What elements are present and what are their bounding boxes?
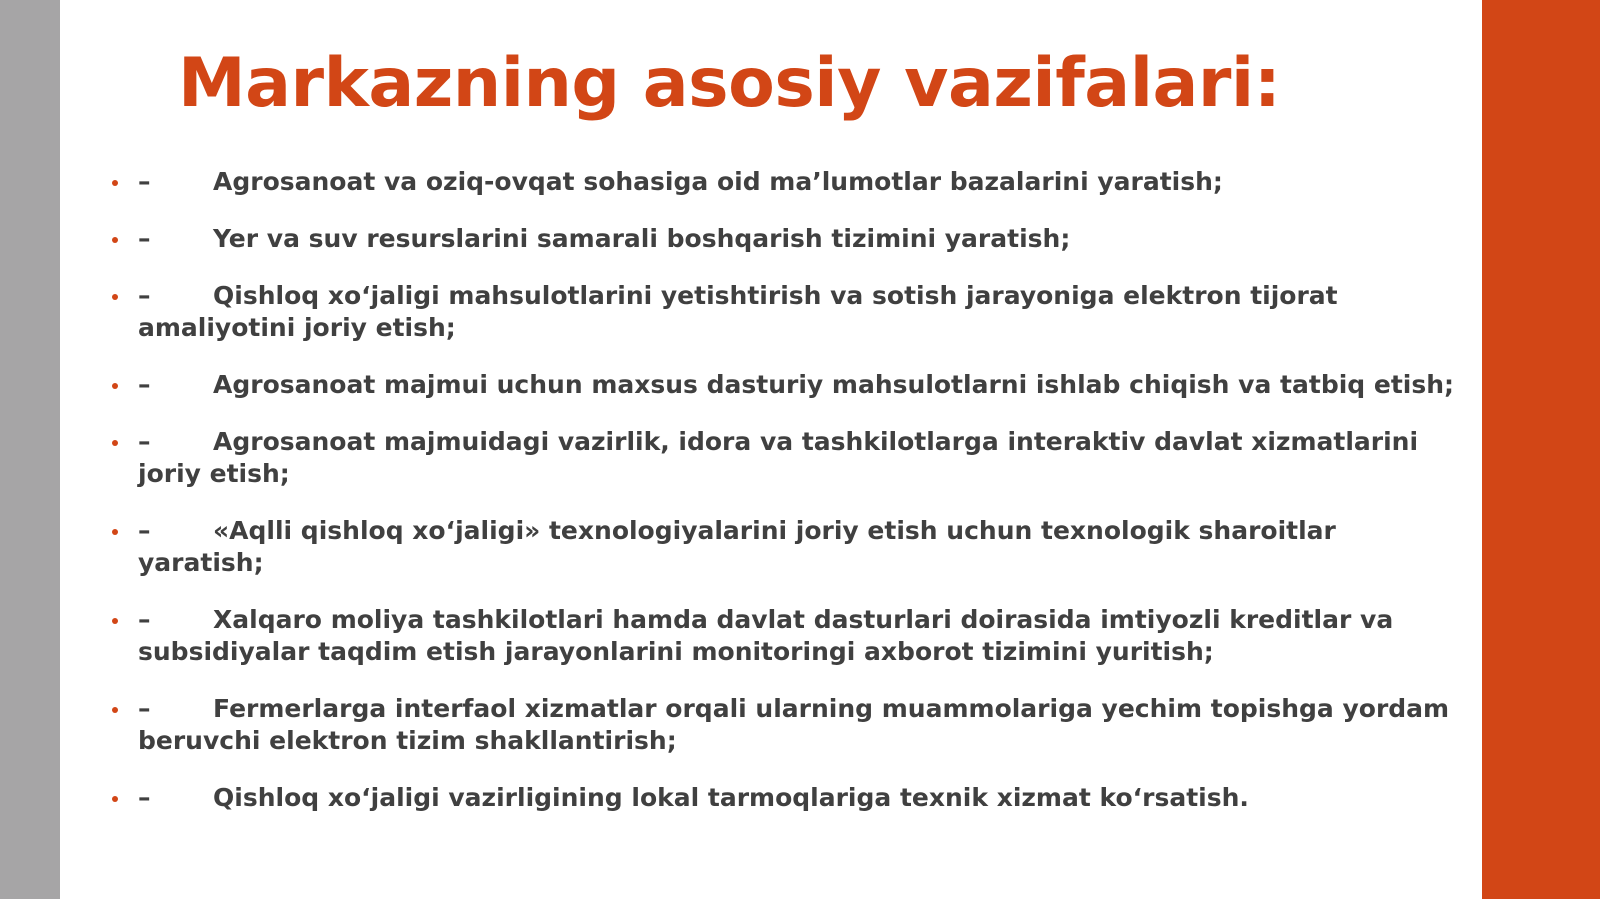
- list-item: [110, 280, 1455, 344]
- dash-marker: –: [138, 224, 151, 253]
- list-item: [110, 693, 1455, 757]
- dash-marker: –: [138, 167, 151, 196]
- list-item: [110, 223, 1455, 255]
- bullet-icon: [112, 440, 118, 446]
- dash-marker: –: [138, 694, 151, 723]
- list-item: [110, 369, 1455, 401]
- item-text: Agrosanoat va oziq-ovqat sohasiga oid ma’lumotlar bazalarini yaratish;: [213, 167, 1223, 196]
- list-item: [110, 604, 1455, 668]
- left-decor-bar: [0, 0, 60, 899]
- dash-marker: –: [138, 281, 151, 310]
- item-text: Yer va suv resurslarini samarali boshqarish tizimini yaratish;: [213, 224, 1071, 253]
- dash-marker: –: [138, 783, 151, 812]
- item-text: «Aqlli qishloq xo‘jaligi» texnologiyalarini joriy etish uchun texnologik sharoitlar yaratish;: [138, 516, 1336, 577]
- bullet-icon: [112, 180, 118, 186]
- dash-marker: –: [138, 370, 151, 399]
- item-text: Agrosanoat majmui uchun maxsus dasturiy mahsulotlarni ishlab chiqish va tatbiq etish;: [213, 370, 1455, 399]
- slide-title: Markazning asosiy vazifalari:: [178, 44, 1281, 123]
- bullet-icon: [112, 529, 118, 535]
- list-item: [110, 426, 1455, 490]
- bullet-icon: [112, 294, 118, 300]
- dash-marker: –: [138, 427, 151, 456]
- dash-marker: –: [138, 516, 151, 545]
- list-item: [110, 782, 1455, 814]
- bullet-icon: [112, 237, 118, 243]
- bullet-icon: [112, 618, 118, 624]
- right-decor-bar: [1482, 0, 1600, 899]
- list-item: [110, 515, 1455, 579]
- bullet-icon: [112, 796, 118, 802]
- bullet-icon: [112, 707, 118, 713]
- item-text: Qishloq xo‘jaligi mahsulotlarini yetishtirish va sotish jarayoniga elektron tijorat amaliyotini joriy etish;: [138, 281, 1338, 342]
- item-text: Fermerlarga interfaol xizmatlar orqali ularning muammolariga yechim topishga yordam beruvchi elektron tizim shakllantirish;: [138, 694, 1450, 755]
- item-text: Qishloq xo‘jaligi vazirligining lokal tarmoqlariga texnik xizmat ko‘rsatish.: [213, 783, 1249, 812]
- task-list: [110, 166, 1455, 839]
- bullet-icon: [112, 383, 118, 389]
- item-text: Xalqaro moliya tashkilotlari hamda davlat dasturlari doirasida imtiyozli kreditlar va subsidiyalar taqdim etish jarayonlarini monitoringi axborot tizimini yuritish;: [138, 605, 1394, 666]
- dash-marker: –: [138, 605, 151, 634]
- list-item: [110, 166, 1455, 198]
- item-text: Agrosanoat majmuidagi vazirlik, idora va tashkilotlarga interaktiv davlat xizmatlarini joriy etish;: [138, 427, 1419, 488]
